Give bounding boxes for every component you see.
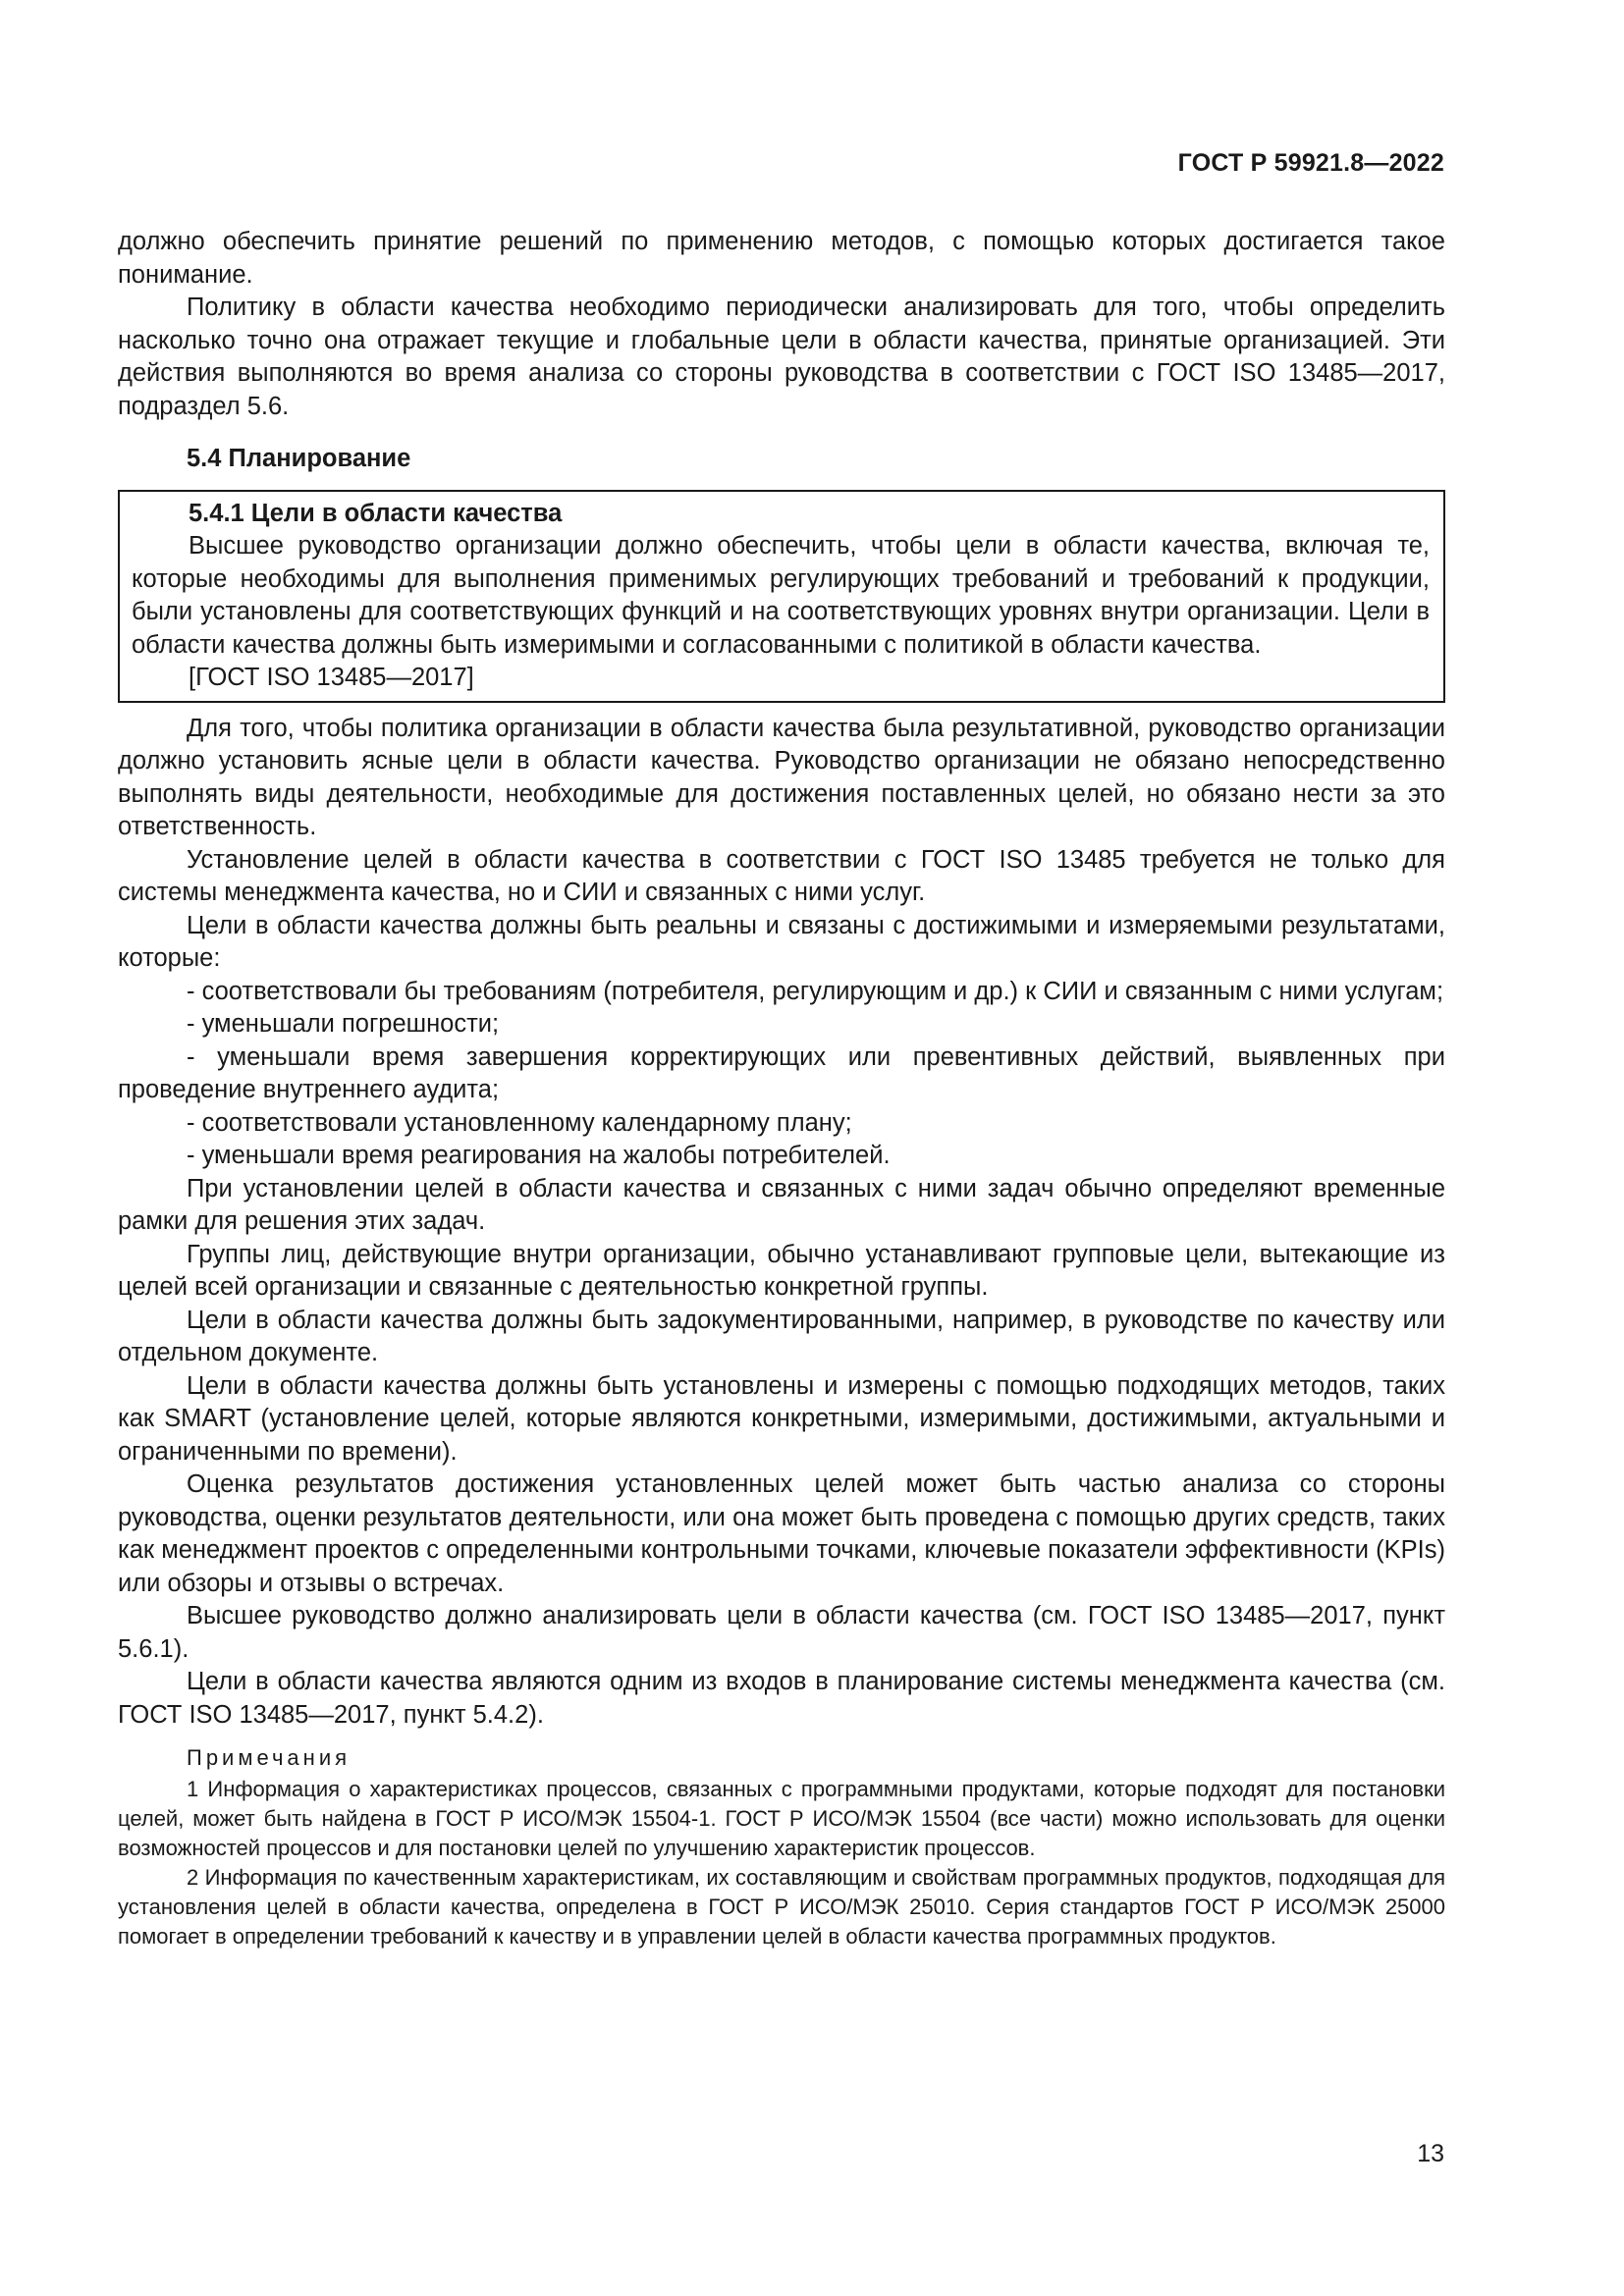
paragraph: Установление целей в области качества в соответствии с ГОСТ ISO 13485 требуется не только для системы менеджмента качества, но и СИИ и связанных с ними услуг. [118, 845, 1445, 906]
quoted-clause-reference: [ГОСТ ISO 13485—2017] [189, 664, 474, 691]
paragraph: Оценка результатов достижения установленных целей может быть частью анализа со стороны руководства, оценки результатов деятельности, или она может быть проведена с помощью других средств, таких как менеджмент проектов с определенными контрольными точками, ключевые показатели эффективности (KPIs) или обзоры и отзывы о встречах. [118, 1470, 1445, 1597]
paragraph: Для того, чтобы политика организации в области качества была результативной, руководство организации должно установить ясные цели в области качества. Руководство организации не обязано непосредственно выполнять виды деятельности, необходимые для достижения поставленных целей, но обязано нести за это ответственность. [118, 714, 1445, 840]
list-item: - уменьшали погрешности; [187, 1010, 500, 1038]
list-item: - уменьшали время реагирования на жалобы потребителей. [187, 1142, 891, 1169]
quoted-clause-title: 5.4.1 Цели в области качества [189, 499, 563, 527]
note-item: 2 Информация по качественным характеристикам, их составляющим и свойствам программных продуктов, подходящая для установления целей в области качества, определена в ГОСТ Р ИСО/МЭК 25010. Серия стандартов ГОСТ Р ИСО/МЭК 25000 помогает в определении требований к качеству и в управлении целей в области качества программных продуктов. [118, 1865, 1445, 1949]
page-number: 13 [1417, 2140, 1444, 2167]
list-item: - соответствовали установленному календарному плану; [187, 1108, 852, 1137]
paragraph: Цели в области качества являются одним из входов в планирование системы менеджмента качества (см. ГОСТ ISO 13485—2017, пункт 5.4.2). [118, 1668, 1445, 1729]
quoted-clause-text: Высшее руководство организации должно обеспечить, чтобы цели в области качества, включая те, которые необходимы для выполнения применимых регулирующих требований и требований к продукции, были установлены для соответствующих функций и на соответствующих уровнях внутри организации. Цели в области качества должны быть измеримыми и согласованными с политикой в области качества. [132, 532, 1430, 659]
section-title: 5.4 Планирование [187, 445, 411, 472]
page-content [118, 226, 1445, 1951]
quoted-clause-box [118, 490, 1445, 703]
notes-title: Примечания [187, 1745, 352, 1770]
list-item: - соответствовали бы требованиям (потребителя, регулирующим и др.) к СИИ и связанным с ними услугам; [187, 977, 1444, 1005]
note-item: 1 Информация о характеристиках процессов, связанных с программными продуктами, которые подходят для постановки целей, может быть найдена в ГОСТ Р ИСО/МЭК 15504-1. ГОСТ Р ИСО/МЭК 15504 (все части) можно использовать для оценки возможностей процессов и для постановки целей по улучшению характеристик процессов. [118, 1777, 1445, 1860]
paragraph: Цели в области качества должны быть реальны и связаны с достижимыми и измеряемыми результатами, которые: [118, 911, 1445, 972]
paragraph: Высшее руководство должно анализировать цели в области качества (см. ГОСТ ISO 13485—2017, пункт 5.6.1). [118, 1602, 1445, 1663]
paragraph: Цели в области качества должны быть задокументированными, например, в руководстве по качеству или отдельном документе. [118, 1306, 1445, 1366]
paragraph: Политику в области качества необходимо периодически анализировать для того, чтобы определить насколько точно она отражает текущие и глобальные цели в области качества, принятые организацией. Эти действия выполняются во время анализа со стороны руководства в соответствии с ГОСТ ISO 13485—2017, подраздел 5.6. [118, 294, 1445, 420]
notes-block [118, 1743, 1445, 1951]
paragraph: Группы лиц, действующие внутри организации, обычно устанавливают групповые цели, вытекающие из целей всей организации и связанные с деятельностью конкретной группы. [118, 1240, 1445, 1301]
paragraph: Цели в области качества должны быть установлены и измерены с помощью подходящих методов, таких как SMART (установление целей, которые являются конкретными, измеримыми, достижимыми, актуальными и ограниченными по времени). [118, 1371, 1445, 1466]
paragraph: При установлении целей в области качества и связанных с ними задач обычно определяют временные рамки для решения этих задач. [118, 1174, 1445, 1235]
paragraph-continuation: должно обеспечить принятие решений по применению методов, с помощью которых достигается такое понимание. [118, 228, 1445, 289]
document-header-code: ГОСТ Р 59921.8—2022 [1177, 149, 1444, 177]
list-item: - уменьшали время завершения корректирующих или превентивных действий, выявленных при проведение внутреннего аудита; [118, 1042, 1445, 1103]
